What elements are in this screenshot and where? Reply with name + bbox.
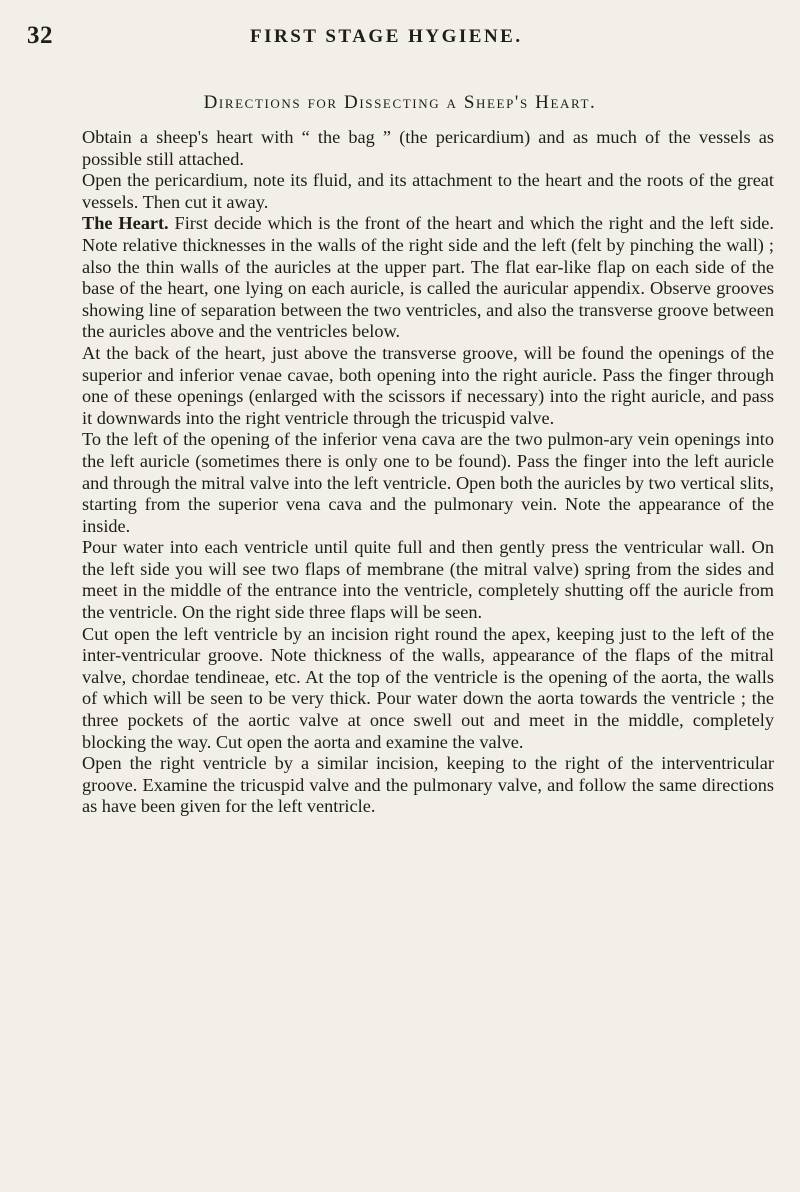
paragraph: Open the right ventricle by a similar incision, keeping to the right of the interventricular groove. Examine the tricuspid valve and the pulmonary valve, and follow the same directions as have been given for the left ventricle.	[82, 753, 774, 817]
paragraph: Obtain a sheep's heart with “ the bag ” (the pericardium) and as much of the vessels as possible still attached.	[82, 127, 774, 169]
paragraph-lead: The Heart.	[82, 213, 169, 234]
body-text	[82, 127, 774, 818]
paragraph: Pour water into each ventricle until quite full and then gently press the ventricular wall. On the left side you will see two flaps of membrane (the mitral valve) spring from the sides and meet in the middle of the entrance into the ventricle, completely shutting off the auricle from the ventricle. On the right side three flaps will be seen.	[82, 537, 774, 623]
paragraph: Cut open the left ventricle by an incision right round the apex, keeping just to the left of the inter-ventricular groove. Note thickness of the walls, appearance of the flaps of the mitral valve, chordae tendineae, etc. At the top of the ventricle is the opening of the aorta, the walls of which will be seen to be very thick. Pour water down the aorta towards the ventricle ; the three pockets of the aortic valve at once swell out and meet in the middle, completely blocking the way. Cut open the aorta and examine the valve.	[82, 623, 774, 752]
running-title: FIRST STAGE HYGIENE.	[250, 26, 523, 47]
paragraph: At the back of the heart, just above the transverse groove, will be found the openings of the superior and inferior venae cavae, both opening into the right auricle. Pass the finger through one of these openings (enlarged with the scissors if necessary) into the right auricle, and pass it downwards into the right ventricle through the tricuspid valve.	[82, 342, 774, 428]
running-header	[0, 22, 800, 50]
paragraph: The Heart. First decide which is the front of the heart and which the right and the left side. Note relative thicknesses in the walls of the right side and the left (felt by pinching the wall) ; also the thin walls of the auricles at the upper part. The flat ear-like flap on each side of the base of the heart, one lying on each auricle, is called the auricular appendix. Observe grooves showing line of separation between the two ventricles, and also the transverse groove between the auricles above and the ventricles below.	[82, 213, 774, 342]
paragraph: Open the pericardium, note its fluid, and its attachment to the heart and the roots of the great vessels. Then cut it away.	[82, 170, 774, 212]
paragraph: To the left of the opening of the inferior vena cava are the two pulmon-ary vein openings into the left auricle (sometimes there is only one to be found). Pass the finger into the left auricle and through the mitral valve into the left ventricle. Open both the auricles by two vertical slits, starting from the superior vena cava and the pulmonary vein. Note the appearance of the inside.	[82, 429, 774, 536]
section-heading: Directions for Dissecting a Sheep's Heart.	[203, 92, 597, 113]
page-number: 32	[27, 22, 53, 49]
